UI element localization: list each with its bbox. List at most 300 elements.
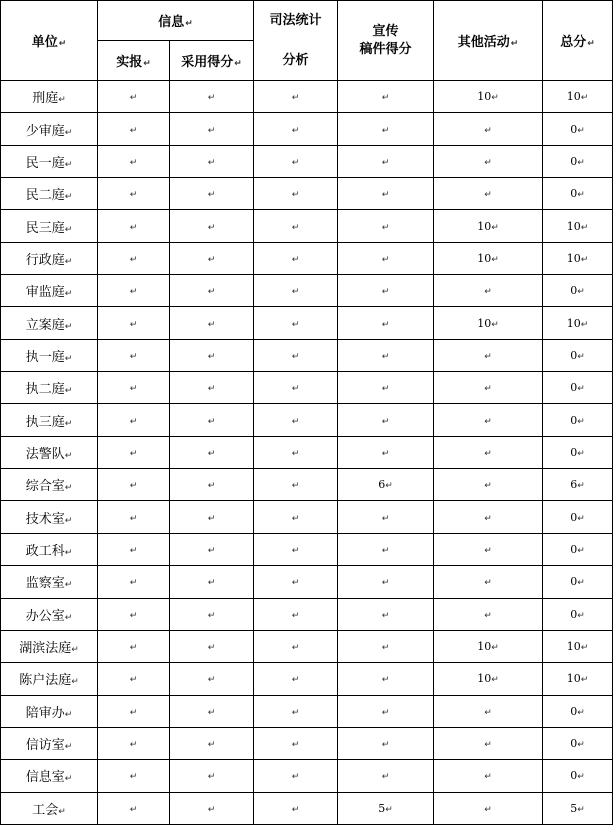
unit-cell [1,630,98,662]
promo-cell-value: 6 [378,478,386,492]
other-cell [434,436,543,468]
info-report-cell [98,469,170,501]
unit-cell [1,792,98,824]
paragraph-mark-icon: ↵ [207,481,216,492]
header-info-score [170,41,254,81]
header-promo-line2: 稿件得分 [359,41,412,57]
paragraph-mark-icon: ↵ [291,384,300,395]
paragraph-mark-icon: ↵ [64,742,73,753]
paragraph-mark-icon: ↵ [381,384,390,395]
paragraph-mark-icon: ↵ [381,578,390,589]
paragraph-mark-icon: ↵ [129,545,138,556]
info-score-cell [170,566,254,598]
paragraph-mark-icon: ↵ [381,254,390,265]
paragraph-mark-icon: ↵ [577,772,585,783]
total-cell-value: 0 [570,122,578,136]
judicial-cell [254,663,338,695]
info-report-cell [98,81,170,113]
judicial-cell [254,695,338,727]
other-cell [434,695,543,727]
info-report-cell [98,792,170,824]
info-report-cell [98,727,170,759]
total-cell-value: 0 [570,413,578,427]
total-cell-value: 0 [570,542,578,556]
paragraph-mark-icon: ↵ [587,39,595,49]
paragraph-mark-icon: ↵ [64,483,73,494]
total-cell [543,210,613,242]
paragraph-mark-icon: ↵ [381,416,390,427]
total-cell [543,663,613,695]
paragraph-mark-icon: ↵ [64,321,73,332]
unit-cell [1,663,98,695]
info-report-cell [98,533,170,565]
total-cell [543,242,613,274]
judicial-cell [254,469,338,501]
promo-cell-value: 5 [378,801,386,815]
info-report-cell [98,566,170,598]
paragraph-mark-icon: ↵ [484,351,492,362]
unit-cell-value: 陪审办 [25,705,65,721]
total-cell [543,404,613,436]
info-report-cell [98,501,170,533]
header-unit-label: 单位 [31,35,58,50]
promo-cell [338,145,434,177]
paragraph-mark-icon: ↵ [291,416,300,427]
paragraph-mark-icon: ↵ [71,645,79,656]
paragraph-mark-icon: ↵ [129,254,138,265]
paragraph-mark-icon: ↵ [207,125,216,136]
unit-cell [1,598,98,630]
paragraph-mark-icon: ↵ [577,448,585,459]
paragraph-mark-icon: ↵ [291,254,300,265]
total-cell-value: 6 [570,478,578,492]
total-cell [543,145,613,177]
paragraph-mark-icon: ↵ [381,448,390,459]
paragraph-mark-icon: ↵ [129,578,138,589]
paragraph-mark-icon: ↵ [207,222,216,233]
total-cell [543,275,613,307]
header-info-report [98,41,170,81]
other-cell-value: 10 [477,640,492,654]
paragraph-mark-icon: ↵ [484,481,492,492]
total-cell [543,81,613,113]
paragraph-mark-icon: ↵ [129,610,138,621]
paragraph-mark-icon: ↵ [484,448,492,459]
total-cell-value: 10 [566,640,581,654]
info-score-cell [170,113,254,145]
paragraph-mark-icon: ↵ [577,513,585,524]
promo-cell [338,210,434,242]
table-row [1,81,613,113]
total-cell-value: 0 [570,381,578,395]
other-cell [434,663,543,695]
unit-cell-value: 执一庭 [25,349,65,365]
total-cell-value: 0 [570,510,578,524]
paragraph-mark-icon: ↵ [207,93,216,104]
info-score-cell [170,436,254,468]
unit-cell-value: 民一庭 [25,155,65,171]
info-report-cell [98,695,170,727]
promo-cell [338,533,434,565]
paragraph-mark-icon: ↵ [129,416,138,427]
unit-cell [1,404,98,436]
table-row [1,469,613,501]
paragraph-mark-icon: ↵ [381,545,390,556]
paragraph-mark-icon: ↵ [484,707,492,718]
unit-cell-value: 立案庭 [25,317,65,333]
unit-cell [1,81,98,113]
other-cell [434,727,543,759]
paragraph-mark-icon: ↵ [291,675,300,686]
paragraph-mark-icon: ↵ [484,740,492,751]
paragraph-mark-icon: ↵ [143,59,151,69]
table-row [1,533,613,565]
table-row [1,630,613,662]
unit-cell-value: 监察室 [25,576,65,592]
info-report-cell [98,630,170,662]
unit-cell [1,760,98,792]
promo-cell [338,339,434,371]
other-cell [434,210,543,242]
paragraph-mark-icon: ↵ [64,256,73,267]
total-cell-value: 0 [570,769,578,783]
paragraph-mark-icon: ↵ [129,643,138,654]
unit-cell-value: 信息室 [25,770,65,786]
paragraph-mark-icon: ↵ [577,287,585,298]
other-cell [434,81,543,113]
paragraph-mark-icon: ↵ [64,709,73,720]
unit-cell [1,436,98,468]
header-info-label: 信息 [158,15,185,30]
info-score-cell [170,727,254,759]
table-row [1,760,613,792]
info-score-cell [170,533,254,565]
other-cell [434,566,543,598]
paragraph-mark-icon: ↵ [484,513,492,524]
other-cell [434,533,543,565]
paragraph-mark-icon: ↵ [64,418,73,429]
paragraph-mark-icon: ↵ [381,772,390,783]
unit-cell-value: 工会 [32,802,59,818]
info-report-cell [98,275,170,307]
total-cell-value: 10 [566,672,581,686]
unit-cell [1,113,98,145]
paragraph-mark-icon: ↵ [484,578,492,589]
paragraph-mark-icon: ↵ [64,159,73,170]
paragraph-mark-icon: ↵ [291,707,300,718]
promo-cell [338,695,434,727]
paragraph-mark-icon: ↵ [207,675,216,686]
paragraph-mark-icon: ↵ [291,448,300,459]
total-cell-value: 0 [570,607,578,621]
info-report-cell [98,145,170,177]
unit-cell-value: 民二庭 [25,188,65,204]
paragraph-mark-icon: ↵ [129,481,138,492]
paragraph-mark-icon: ↵ [577,707,585,718]
total-cell [543,695,613,727]
other-cell [434,113,543,145]
promo-cell [338,630,434,662]
promo-cell [338,663,434,695]
paragraph-mark-icon: ↵ [291,157,300,168]
paragraph-mark-icon: ↵ [484,772,492,783]
paragraph-mark-icon: ↵ [381,287,390,298]
unit-cell-value: 行政庭 [25,252,65,268]
header-promo [338,1,434,81]
total-cell [543,533,613,565]
paragraph-mark-icon: ↵ [207,707,216,718]
paragraph-mark-icon: ↵ [381,351,390,362]
other-cell [434,630,543,662]
info-score-cell [170,178,254,210]
info-report-cell [98,372,170,404]
total-cell-value: 5 [570,801,578,815]
info-report-cell [98,307,170,339]
table-row [1,566,613,598]
paragraph-mark-icon: ↵ [207,578,216,589]
total-cell-value: 10 [566,316,581,330]
header-unit [1,1,98,81]
header-other [434,1,543,81]
paragraph-mark-icon: ↵ [64,289,73,300]
promo-cell [338,469,434,501]
info-score-cell [170,210,254,242]
judicial-cell [254,81,338,113]
paragraph-mark-icon: ↵ [291,481,300,492]
total-cell [543,501,613,533]
paragraph-mark-icon: ↵ [577,190,585,201]
paragraph-mark-icon: ↵ [207,319,216,330]
info-score-cell [170,469,254,501]
total-cell [543,469,613,501]
header-judicial-line1: 司法统计 [269,12,322,28]
header-promo-line1: 宣传 [372,23,399,39]
paragraph-mark-icon: ↵ [291,125,300,136]
paragraph-mark-icon: ↵ [381,610,390,621]
other-cell [434,469,543,501]
paragraph-mark-icon: ↵ [577,610,585,621]
table-row [1,339,613,371]
total-cell-value: 0 [570,575,578,589]
header-judicial [254,1,338,81]
unit-cell-value: 执三庭 [25,414,65,430]
paragraph-mark-icon: ↵ [129,707,138,718]
paragraph-mark-icon: ↵ [381,319,390,330]
info-score-cell [170,501,254,533]
total-cell [543,113,613,145]
header-other-label: 其他活动 [457,35,510,50]
paragraph-mark-icon: ↵ [291,222,300,233]
total-cell-value: 0 [570,704,578,718]
header-info-score-label: 采用得分 [181,55,234,70]
paragraph-mark-icon: ↵ [291,804,300,815]
promo-cell [338,372,434,404]
header-info [98,1,254,41]
paragraph-mark-icon: ↵ [207,804,216,815]
paragraph-mark-icon: ↵ [577,481,585,492]
unit-cell [1,339,98,371]
paragraph-mark-icon: ↵ [58,806,66,817]
judicial-cell [254,339,338,371]
promo-cell [338,792,434,824]
unit-cell [1,566,98,598]
paragraph-mark-icon: ↵ [577,351,585,362]
paragraph-mark-icon: ↵ [291,351,300,362]
total-cell [543,792,613,824]
paragraph-mark-icon: ↵ [207,190,216,201]
judicial-cell [254,372,338,404]
paragraph-mark-icon: ↵ [129,384,138,395]
paragraph-mark-icon: ↵ [491,643,499,654]
info-score-cell [170,145,254,177]
unit-cell [1,210,98,242]
paragraph-mark-icon: ↵ [129,93,138,104]
judicial-cell [254,501,338,533]
judicial-cell [254,145,338,177]
paragraph-mark-icon: ↵ [291,578,300,589]
paragraph-mark-icon: ↵ [71,677,79,688]
paragraph-mark-icon: ↵ [185,19,193,29]
paragraph-mark-icon: ↵ [207,416,216,427]
info-score-cell [170,630,254,662]
judicial-cell [254,210,338,242]
judicial-cell [254,242,338,274]
table-row [1,436,613,468]
paragraph-mark-icon: ↵ [64,192,73,203]
table-row [1,792,613,824]
paragraph-mark-icon: ↵ [381,222,390,233]
total-cell [543,339,613,371]
paragraph-mark-icon: ↵ [207,384,216,395]
info-score-cell [170,760,254,792]
header-info-report-label: 实报 [116,55,143,70]
paragraph-mark-icon: ↵ [207,545,216,556]
unit-cell [1,178,98,210]
paragraph-mark-icon: ↵ [234,59,242,69]
unit-cell-value: 陈户法庭 [19,673,72,689]
paragraph-mark-icon: ↵ [577,125,585,136]
paragraph-mark-icon: ↵ [291,513,300,524]
paragraph-mark-icon: ↵ [580,222,589,233]
header-total [543,1,613,81]
paragraph-mark-icon: ↵ [484,384,492,395]
paragraph-mark-icon: ↵ [577,578,585,589]
other-cell [434,760,543,792]
promo-cell [338,242,434,274]
paragraph-mark-icon: ↵ [577,545,585,556]
paragraph-mark-icon: ↵ [64,547,73,558]
paragraph-mark-icon: ↵ [207,287,216,298]
other-cell [434,145,543,177]
info-score-cell [170,695,254,727]
table-row [1,307,613,339]
paragraph-mark-icon: ↵ [129,804,138,815]
paragraph-mark-icon: ↵ [385,804,393,815]
paragraph-mark-icon: ↵ [291,772,300,783]
table-row [1,663,613,695]
other-cell [434,501,543,533]
total-cell-value: 0 [570,348,578,362]
judicial-cell [254,727,338,759]
paragraph-mark-icon: ↵ [129,222,138,233]
paragraph-mark-icon: ↵ [291,545,300,556]
table-row [1,275,613,307]
paragraph-mark-icon: ↵ [381,707,390,718]
unit-cell-value: 信访室 [25,738,65,754]
paragraph-mark-icon: ↵ [577,416,585,427]
paragraph-mark-icon: ↵ [207,157,216,168]
promo-cell [338,178,434,210]
unit-cell-value: 法警队 [25,446,65,462]
unit-cell [1,695,98,727]
info-report-cell [98,436,170,468]
total-cell [543,566,613,598]
unit-cell [1,469,98,501]
other-cell [434,242,543,274]
paragraph-mark-icon: ↵ [381,190,390,201]
table-row [1,242,613,274]
paragraph-mark-icon: ↵ [64,353,73,364]
judicial-cell [254,566,338,598]
info-report-cell [98,760,170,792]
total-cell [543,598,613,630]
other-cell [434,339,543,371]
judicial-cell [254,113,338,145]
paragraph-mark-icon: ↵ [64,224,73,235]
paragraph-mark-icon: ↵ [381,643,390,654]
other-cell-value: 10 [477,672,492,686]
paragraph-mark-icon: ↵ [207,513,216,524]
total-cell [543,178,613,210]
paragraph-mark-icon: ↵ [484,545,492,556]
total-cell [543,372,613,404]
unit-cell-value: 湖滨法庭 [19,641,72,657]
paragraph-mark-icon: ↵ [207,254,216,265]
total-cell [543,436,613,468]
unit-cell-value: 技术室 [25,511,65,527]
paragraph-mark-icon: ↵ [484,610,492,621]
promo-cell [338,275,434,307]
paragraph-mark-icon: ↵ [491,254,499,265]
total-cell-value: 0 [570,284,578,298]
paragraph-mark-icon: ↵ [580,675,589,686]
paragraph-mark-icon: ↵ [129,351,138,362]
total-cell-value: 0 [570,737,578,751]
judicial-cell [254,533,338,565]
judicial-cell [254,307,338,339]
paragraph-mark-icon: ↵ [484,416,492,427]
table-row [1,598,613,630]
paragraph-mark-icon: ↵ [291,93,300,104]
paragraph-mark-icon: ↵ [577,804,585,815]
info-report-cell [98,178,170,210]
unit-cell [1,533,98,565]
total-cell-value: 10 [566,251,581,265]
table-row [1,178,613,210]
info-report-cell [98,210,170,242]
unit-cell [1,145,98,177]
other-cell-value: 10 [477,251,492,265]
paragraph-mark-icon: ↵ [64,450,73,461]
paragraph-mark-icon: ↵ [129,772,138,783]
judicial-cell [254,178,338,210]
unit-cell-value: 综合室 [25,479,65,495]
paragraph-mark-icon: ↵ [129,287,138,298]
paragraph-mark-icon: ↵ [291,740,300,751]
promo-cell [338,566,434,598]
paragraph-mark-icon: ↵ [580,643,589,654]
promo-cell [338,113,434,145]
